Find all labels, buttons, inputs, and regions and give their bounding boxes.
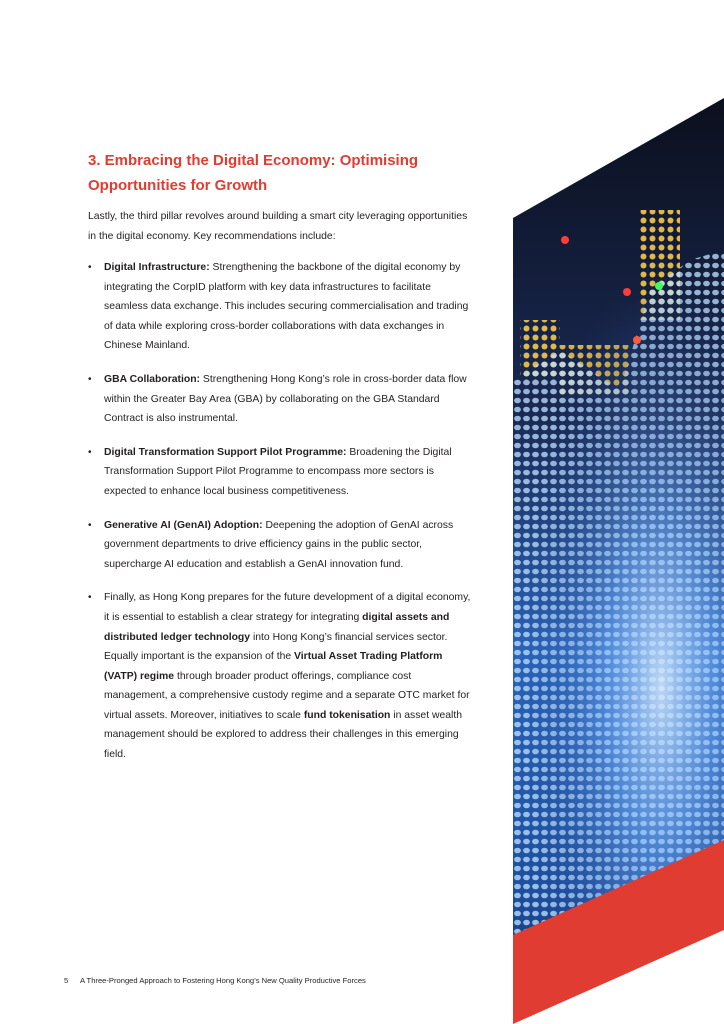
item-text: Broadening the Digital Transformation Support Pilot Programme to encompass more sectors is expected to enhance local business competitiveness. [104,446,452,497]
item-text: in asset wealth management should be explored to address their challenges in this emerging field. [104,709,463,761]
item-text: into Hong Kong’s financial services sector. Equally important is the expansion of the [104,631,448,663]
item-title: Digital Transformation Support Pilot Programme: [104,446,347,458]
item-title: Generative AI (GenAI) Adoption: [104,519,263,531]
intro-paragraph: Lastly, the third pillar revolves around building a smart city leveraging opportunities in the digital economy. Key recommendations include: [88,211,468,242]
page-number: 5 [64,976,69,985]
list-item [88,443,473,502]
bullet-icon: • [88,262,92,273]
section-heading: 3. Embracing the Digital Economy: Optimising Opportunities for Growth [88,152,419,194]
item-text: Strengthening the backbone of the digital economy by integrating the CorpID platform with key data infrastructures to facilitate seamless data exchange. This includes securing commercialisation and trading of data while exploring cross-border collaborations with data exchanges in Chinese Mainland. [104,262,469,352]
page-footer [64,976,366,985]
list-item [88,258,473,356]
bullet-icon: • [88,592,92,604]
item-bold-text: digital assets and distributed ledger technology [104,611,450,643]
bullet-icon: • [88,446,92,458]
list-item [88,370,473,429]
item-bold-text: fund tokenisation [303,709,391,721]
item-title: GBA Collaboration: [104,373,201,385]
item-title: Digital Infrastructure: [104,262,210,273]
item-text: through broader product offerings, compliance cost management, a comprehensive custody regime and a separate OTC market for virtual assets. Moreover, initiatives to scale [104,670,470,721]
footer-title: A Three-Pronged Approach to Fostering Hong Kong’s New Quality Productive Forces [79,976,366,985]
item-text: Strengthening Hong Kong’s role in cross-border data flow within the Greater Bay Area (GBA) by collaborating on the GBA Standard Contract is also instrumental. [104,373,467,425]
item-bold-text: Virtual Asset Trading Platform (VATP) regime [104,651,443,682]
bullet-icon: • [88,373,92,385]
recommendations-list [88,258,473,779]
item-text: Deepening the adoption of GenAI across government departments to drive efficiency gains in the public sector, supercharge AI education and establish a GenAI innovation fund. [104,519,454,570]
list-item-final [88,588,473,764]
item-text: Finally, as Hong Kong prepares for the future development of a digital economy, it is essential to establish a clear strategy for integrating [104,592,471,623]
bullet-icon: • [88,519,92,531]
list-item [88,516,473,575]
